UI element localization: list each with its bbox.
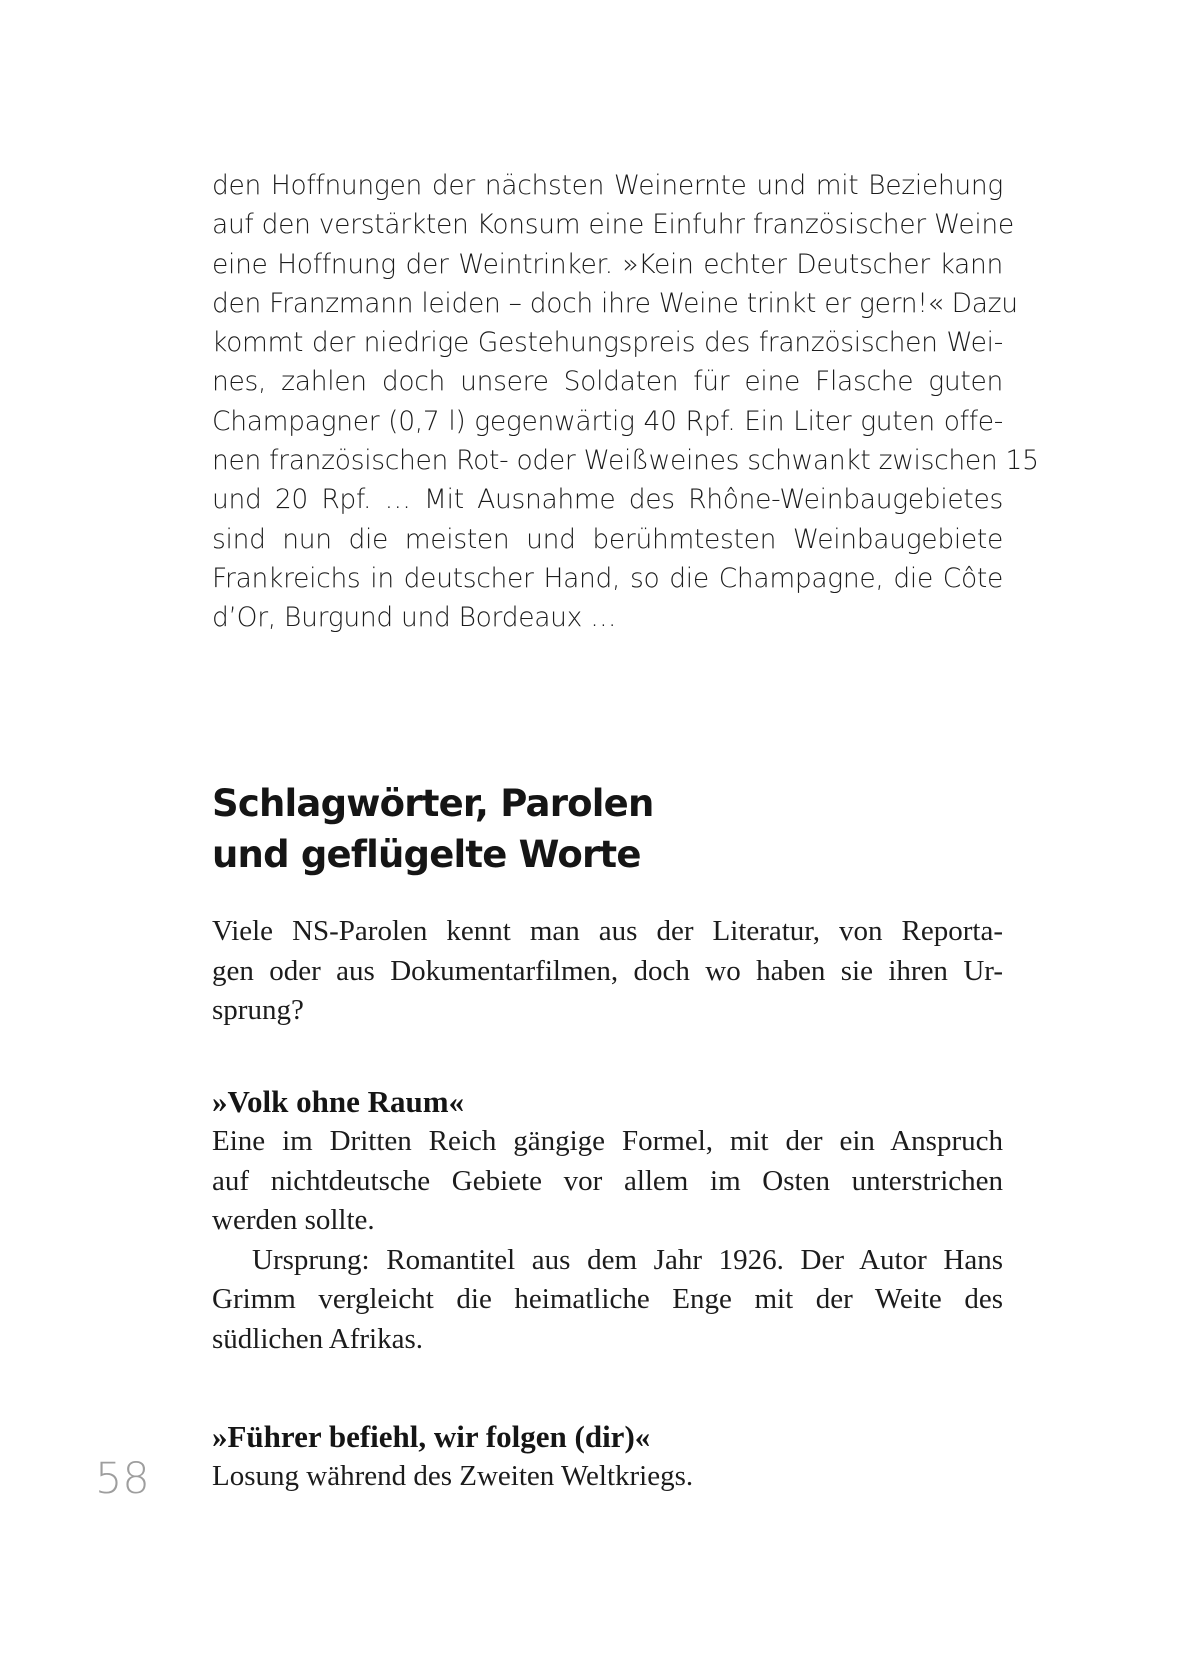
text-line: und 20 Rpf. … Mit Ausnahme des Rhône-Weinbaugebietes xyxy=(212,484,1003,516)
heading-line: und geflügelte Worte xyxy=(212,833,641,876)
page-number: 58 xyxy=(95,1454,150,1504)
text-line: Losung während des Zweiten Weltkriegs. xyxy=(212,1460,694,1492)
text-line: sind nun die meisten und berühmtesten Weinbaugebiete xyxy=(212,523,1003,555)
text-line: sprung? xyxy=(212,994,304,1026)
text-line: Grimm vergleicht die heimatliche Enge mit der Weite des xyxy=(212,1283,1003,1315)
slogan-entry xyxy=(212,1417,1003,1497)
slogan-title: »Volk ohne Raum« xyxy=(212,1084,465,1119)
text-line: Frankreichs in deutscher Hand, so die Champagne, die Côte xyxy=(212,562,1003,594)
text-line: eine Hoffnung der Weintrinker. »Kein echter Deutscher kann xyxy=(212,248,1003,280)
heading-line: Schlagwörter, Parolen xyxy=(212,782,654,825)
text-line: südlichen Afrikas. xyxy=(212,1322,424,1355)
text-line: d’Or, Burgund und Bordeaux … xyxy=(212,602,617,634)
text-line: auf den verstärkten Konsum eine Einfuhr französischer Weine xyxy=(212,209,1014,241)
text-line: gen oder aus Dokumentarfilmen, doch wo haben sie ihren Ur- xyxy=(212,954,1003,987)
slogan-entry xyxy=(212,1082,1003,1359)
text-line: nen französischen Rot- oder Weißweines schwankt zwischen 15 xyxy=(212,445,1039,477)
slogan-title: »Führer befiehl, wir folgen (dir)« xyxy=(212,1419,651,1454)
text-line: Champagner (0,7 l) gegenwärtig 40 Rpf. Ein Liter guten offe- xyxy=(212,405,1003,437)
text-line: Eine im Dritten Reich gängige Formel, mit der ein Anspruch xyxy=(212,1125,1003,1157)
text-line: nes, zahlen doch unsere Soldaten für eine Flasche guten xyxy=(212,366,1003,398)
section-intro xyxy=(212,912,1003,1031)
text-line: Viele NS-Parolen kennt man aus der Literatur, von Reporta- xyxy=(212,915,1003,947)
text-line: Ursprung: Romantitel aus dem Jahr 1926. Der Autor Hans xyxy=(252,1243,1003,1276)
text-line: werden sollte. xyxy=(212,1204,375,1236)
text-line: kommt der niedrige Gestehungspreis des französischen Wei- xyxy=(212,327,1003,359)
text-line: den Franzmann leiden – doch ihre Weine trinkt er gern!« Dazu xyxy=(212,287,1018,319)
text-line: auf nichtdeutsche Gebiete vor allem im Osten unterstrichen xyxy=(212,1164,1003,1197)
text-line: den Hoffnungen der nächsten Weinernte und mit Beziehung xyxy=(212,170,1003,201)
continued-quote-paragraph xyxy=(212,166,1039,638)
slogan-description xyxy=(212,1457,1003,1497)
slogan-description xyxy=(212,1122,1003,1359)
section-heading xyxy=(212,778,1003,880)
